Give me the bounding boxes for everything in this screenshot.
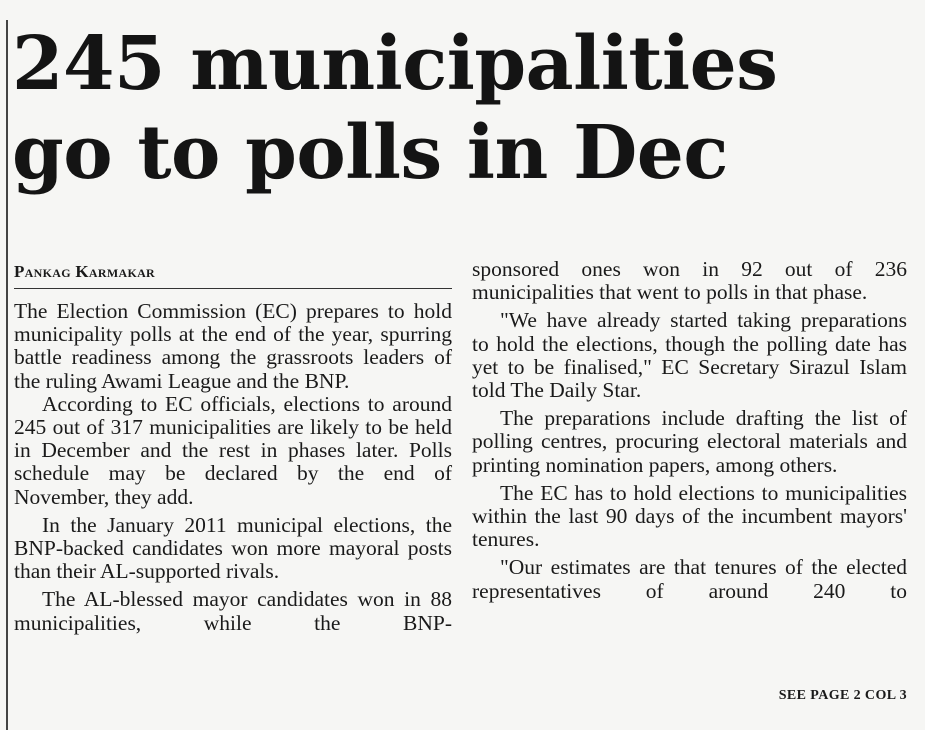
paragraph: The preparations include drafting the list of polling centres, procuring electoral materials and printing nomination papers, among others. (472, 406, 907, 477)
paragraph: In the January 2011 municipal elections, the BNP-backed candidates won more mayoral posts than their AL-supported rivals. (14, 512, 452, 584)
article-column-1 (14, 300, 452, 635)
headline (12, 20, 912, 198)
byline: Pankag Karmakar (14, 262, 452, 289)
paragraph: "We have already started taking preparations to hold the elections, though the polling date has yet to be finalised," EC Secretary Sirazul Islam told The Daily Star. (472, 308, 907, 403)
column-rule (6, 20, 8, 730)
paragraph: "Our estimates are that tenures of the elected representatives of around 240 to (472, 555, 907, 603)
paragraph: sponsored ones won in 92 out of 236 municipalities that went to polls in that phase. (472, 257, 907, 305)
continued-on-page-link: SEE PAGE 2 COL 3 (778, 688, 907, 703)
headline-line-2: go to polls in Dec (12, 110, 728, 196)
paragraph: According to EC officials, elections to around 245 out of 317 municipalities are likely to be held in December and the rest in phases later. Polls schedule may be declared by the end of November, they add. (14, 391, 452, 509)
paragraph: The Election Commission (EC) prepares to hold municipality polls at the end of the year, spurring battle readiness among the grassroots leaders of the ruling Awami League and the BNP. (14, 299, 452, 393)
article-column-2 (472, 258, 907, 603)
paragraph: The EC has to hold elections to municipalities within the last 90 days of the incumbent mayors' tenures. (472, 480, 907, 552)
headline-line-1: 245 municipalities (12, 21, 778, 107)
paragraph: The AL-blessed mayor candidates won in 88 municipalities, while the BNP- (14, 587, 452, 635)
